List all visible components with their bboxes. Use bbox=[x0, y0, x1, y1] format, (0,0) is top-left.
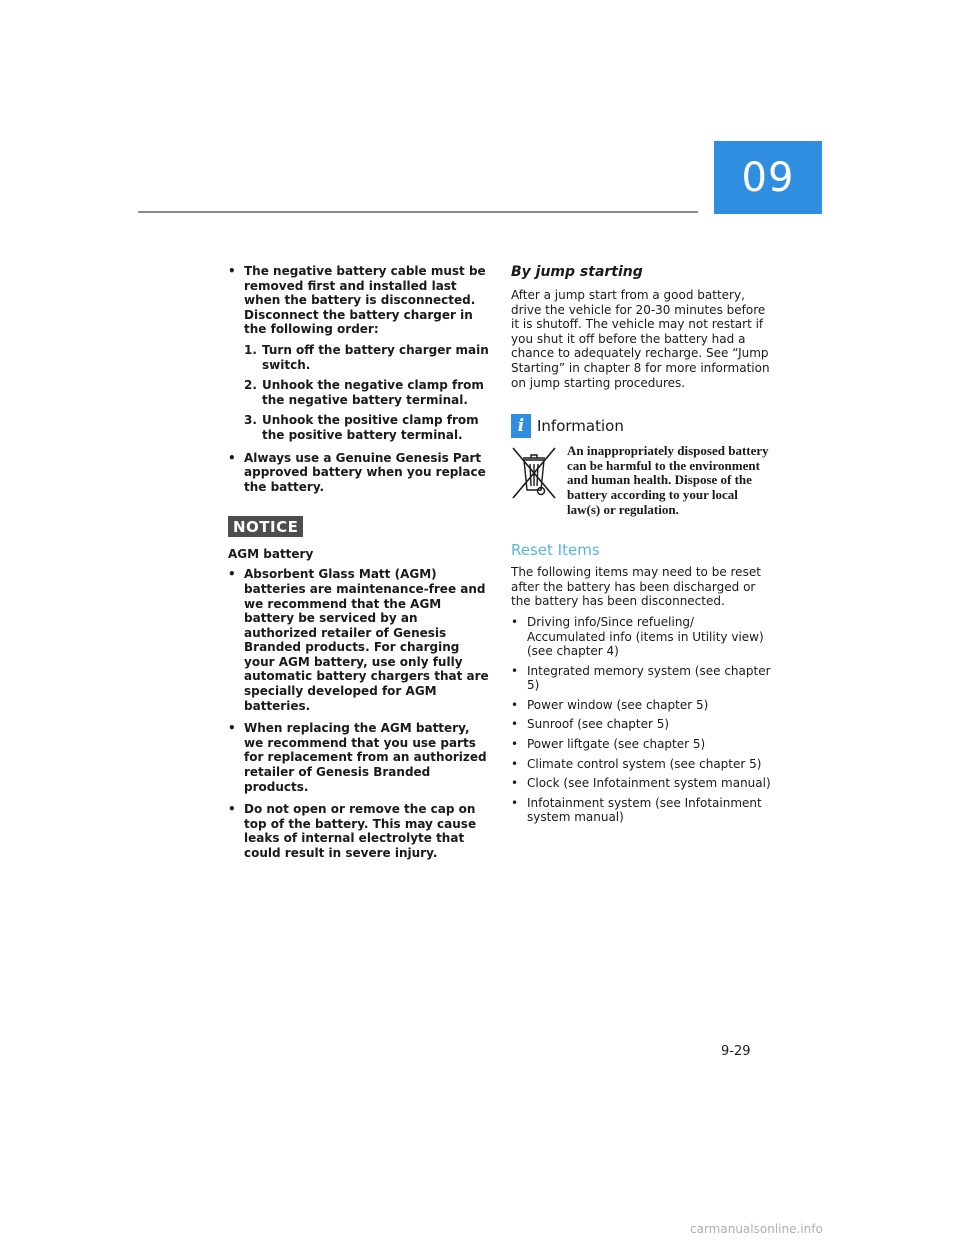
list-item bbox=[511, 664, 773, 693]
list-item-text: Absorbent Glass Matt (AGM) batteries are maintenance-free and we recommend that the AGM battery be serviced by an authorized retailer of Genesis Branded products. For charging your AGM battery, use only fully automatic battery chargers that are specially developed for AGM batteries. bbox=[244, 567, 489, 713]
header-rule bbox=[138, 211, 698, 213]
list-item bbox=[511, 615, 773, 659]
step-number: 2. bbox=[244, 378, 257, 393]
step-number: 3. bbox=[244, 413, 257, 428]
reset-items-list bbox=[511, 615, 773, 825]
information-header bbox=[511, 414, 773, 438]
list-item bbox=[511, 796, 773, 825]
list-item-text: Sunroof (see chapter 5) bbox=[527, 717, 670, 732]
list-item bbox=[511, 698, 773, 713]
crossed-out-bin-icon bbox=[511, 446, 557, 500]
list-item-text: Do not open or remove the cap on top of the battery. This may cause leaks of internal electrolyte that could result in severe injury. bbox=[244, 802, 477, 860]
list-item-text: Driving info/Since refueling/ Accumulated info (items in Utility view) (see chapter 4) bbox=[527, 614, 764, 659]
jump-starting-text: After a jump start from a good battery, drive the vehicle for 20-30 minutes before it is shutoff. The vehicle may not restart if you shut it off before the battery had a chance to adequately recharge. See “Jump Starting” in chapter 8 for more information on jump starting procedures. bbox=[511, 288, 770, 390]
page-number: 9-29 bbox=[721, 1044, 751, 1059]
info-icon: i bbox=[511, 414, 531, 438]
reset-items-intro: The following items may need to be reset after the battery has been discharged or the battery has been disconnected. bbox=[511, 565, 761, 609]
list-item-text: Clock (see Infotainment system manual) bbox=[527, 776, 771, 791]
notice-title: AGM battery bbox=[228, 547, 314, 562]
list-item bbox=[511, 737, 773, 752]
list-item bbox=[228, 451, 490, 495]
list-item-text: Always use a Genuine Genesis Part approved battery when you replace the battery. bbox=[244, 450, 486, 494]
list-item bbox=[228, 567, 490, 713]
list-item-text: Infotainment system (see Infotainment system manual) bbox=[527, 795, 762, 825]
notice-badge: NOTICE bbox=[228, 516, 303, 537]
list-item bbox=[511, 757, 773, 772]
list-item-text: Power liftgate (see chapter 5) bbox=[527, 737, 706, 752]
list-item-text: The negative battery cable must be removed first and installed last when the battery is disconnected. Disconnect the battery charger in the following order: bbox=[244, 264, 486, 337]
information-body bbox=[511, 444, 773, 517]
step-item bbox=[244, 343, 490, 372]
list-item-text: Power window (see chapter 5) bbox=[527, 697, 709, 712]
right-column bbox=[511, 264, 773, 830]
step-item bbox=[244, 378, 490, 407]
left-column bbox=[228, 264, 490, 869]
battery-disconnect-list bbox=[228, 264, 490, 494]
information-title: Information bbox=[537, 417, 624, 436]
list-item-text: Climate control system (see chapter 5) bbox=[527, 756, 762, 771]
step-text: Unhook the negative clamp from the negative battery terminal. bbox=[262, 378, 484, 407]
step-text: Unhook the positive clamp from the positive battery terminal. bbox=[262, 413, 479, 442]
list-item bbox=[228, 264, 490, 443]
list-item-text: When replacing the AGM battery, we recommend that you use parts for replacement from an authorized retailer of Genesis Branded products. bbox=[244, 721, 487, 794]
agm-notice-list bbox=[228, 567, 490, 860]
list-item bbox=[511, 717, 773, 732]
list-item bbox=[511, 776, 773, 791]
step-number: 1. bbox=[244, 342, 257, 357]
list-item bbox=[228, 802, 490, 860]
watermark-text[interactable]: carmanualsonline.info bbox=[690, 1222, 823, 1236]
list-item-text: Integrated memory system (see chapter 5) bbox=[527, 663, 771, 693]
list-item bbox=[228, 721, 490, 794]
step-item bbox=[244, 413, 490, 442]
jump-starting-title: By jump starting bbox=[511, 264, 643, 280]
information-text: An inappropriately disposed battery can be harmful to the environment and human health. Dispose of the battery according to your local law(s) or regulation. bbox=[567, 443, 769, 517]
reset-items-title: Reset Items bbox=[511, 541, 600, 560]
chapter-tab: 09 bbox=[714, 141, 822, 214]
steps-list bbox=[244, 343, 490, 443]
step-text: Turn off the battery charger main switch. bbox=[262, 342, 489, 372]
